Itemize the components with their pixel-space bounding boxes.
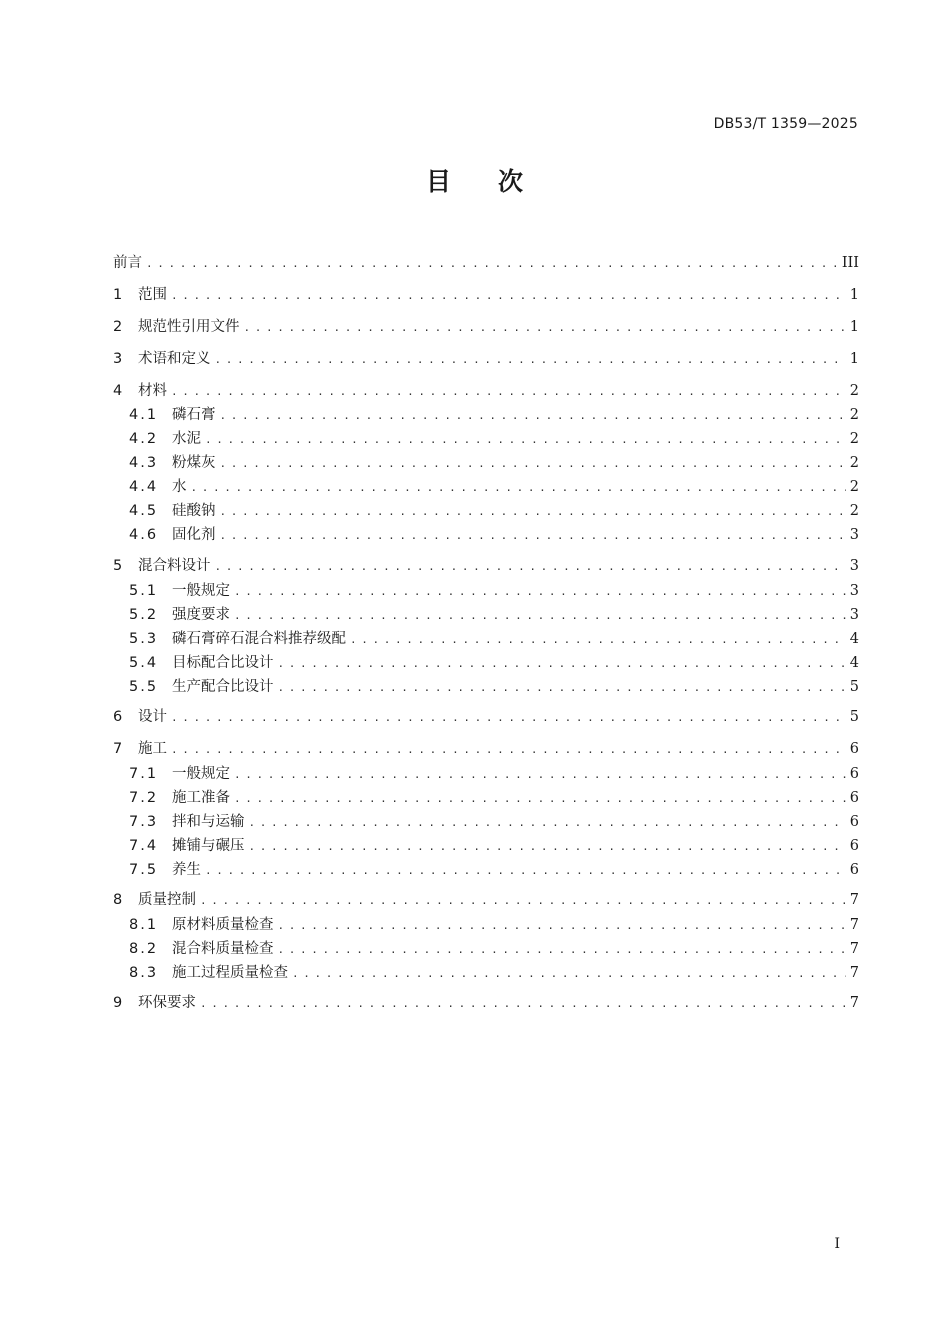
toc-entry-label: 施工准备 — [172, 790, 230, 806]
toc-entry-number: 8.2 — [129, 941, 159, 957]
toc-entry-number: 7.4 — [129, 838, 159, 854]
toc-entry-number: 5 — [113, 558, 125, 574]
toc-entry-page: 4 — [849, 631, 859, 647]
toc-entry-number: 1 — [113, 287, 125, 303]
toc-entry-page: 6 — [849, 766, 859, 782]
toc-entry-page: 1 — [849, 319, 859, 335]
toc-entry[interactable] — [129, 604, 859, 626]
toc-entry-number: 4.4 — [129, 479, 159, 495]
toc-entry[interactable] — [113, 380, 859, 402]
toc-entry[interactable] — [129, 914, 859, 936]
toc-entry-number: 5.1 — [129, 583, 159, 599]
toc-entry-page: 2 — [849, 503, 859, 519]
toc-entry-page: 5 — [849, 709, 859, 725]
toc-entry[interactable] — [113, 992, 859, 1014]
toc-entry-label: 目标配合比设计 — [172, 655, 274, 671]
toc-dot-leader — [205, 860, 846, 882]
toc-entry-number: 7.3 — [129, 814, 159, 830]
toc-dot-leader — [220, 405, 846, 427]
toc-entry-number: 4 — [113, 383, 125, 399]
toc-entry[interactable] — [129, 811, 859, 833]
toc-entry-page: 3 — [849, 527, 859, 543]
toc-entry-page: 2 — [849, 407, 859, 423]
toc-entry-label: 一般规定 — [172, 583, 230, 599]
toc-dot-leader — [278, 677, 846, 699]
toc-entry-page: 6 — [849, 862, 859, 878]
toc-entry-number: 7.1 — [129, 766, 159, 782]
toc-entry[interactable] — [129, 859, 859, 881]
toc-entry-number: 4.5 — [129, 503, 159, 519]
toc-entry-page: 3 — [849, 607, 859, 623]
toc-entry[interactable] — [113, 706, 859, 728]
toc-entry-label: 磷石膏碎石混合料推荐级配 — [172, 631, 346, 647]
toc-entry-page: 6 — [849, 838, 859, 854]
toc-entry-number: 7.2 — [129, 790, 159, 806]
toc-dot-leader — [205, 429, 846, 451]
toc-entry[interactable] — [129, 404, 859, 426]
toc-entry-page: 6 — [849, 814, 859, 830]
toc-entry-label: 摊铺与碾压 — [172, 838, 245, 854]
toc-dot-leader — [200, 890, 846, 912]
toc-entry[interactable] — [129, 763, 859, 785]
toc-dot-leader — [292, 963, 846, 985]
toc-entry-page: 2 — [849, 431, 859, 447]
toc-entry-label: 混合料设计 — [138, 558, 211, 574]
toc-entry[interactable] — [129, 524, 859, 546]
toc-entry-page: 7 — [849, 917, 859, 933]
toc-entry-number: 5.4 — [129, 655, 159, 671]
toc-entry-number: 6 — [113, 709, 125, 725]
toc-dot-leader — [200, 993, 846, 1015]
toc-entry-page: 6 — [849, 741, 859, 757]
toc-entry-number: 2 — [113, 319, 125, 335]
toc-entry-label: 硅酸钠 — [172, 503, 216, 519]
toc-entry-page: 7 — [849, 941, 859, 957]
document-code: DB53/T 1359—2025 — [713, 116, 858, 132]
toc-dot-leader — [249, 836, 846, 858]
toc-entry-label: 粉煤灰 — [172, 455, 216, 471]
toc-entry-label: 原材料质量检查 — [172, 917, 274, 933]
toc-entry-number: 8 — [113, 892, 125, 908]
toc-entry-page: 1 — [849, 351, 859, 367]
toc-entry[interactable] — [129, 652, 859, 674]
toc-entry-page: 7 — [849, 965, 859, 981]
toc-dot-leader — [220, 525, 846, 547]
toc-entry[interactable] — [129, 676, 859, 698]
page-title-char-2: 次 — [498, 167, 525, 196]
toc-entry-number: 8.1 — [129, 917, 159, 933]
toc-dot-leader — [234, 764, 846, 786]
toc-entry-page: 2 — [849, 479, 859, 495]
toc-entry[interactable] — [113, 889, 859, 911]
toc-entry-label: 固化剂 — [172, 527, 216, 543]
toc-entry-page: 3 — [849, 558, 859, 574]
toc-entry-label: 拌和与运输 — [172, 814, 245, 830]
toc-entry-number: 4.3 — [129, 455, 159, 471]
toc-entry-page: 5 — [849, 679, 859, 695]
toc-entry[interactable] — [129, 835, 859, 857]
toc-entry-label: 质量控制 — [138, 892, 196, 908]
toc-entry-number: 5.5 — [129, 679, 159, 695]
toc-entry[interactable] — [113, 348, 859, 370]
toc-entry-label: 设计 — [138, 709, 167, 725]
toc-entry-label: 强度要求 — [172, 607, 230, 623]
toc-dot-leader — [215, 556, 846, 578]
toc-entry[interactable] — [129, 962, 859, 984]
toc-entry-number: 4.1 — [129, 407, 159, 423]
toc-entry-label: 生产配合比设计 — [172, 679, 274, 695]
toc-entry-page: 2 — [849, 455, 859, 471]
toc-dot-leader — [249, 812, 846, 834]
toc-dot-leader — [278, 915, 846, 937]
toc-entry-page: 3 — [849, 583, 859, 599]
toc-entry-page: 7 — [849, 995, 859, 1011]
toc-dot-leader — [350, 629, 846, 651]
toc-entry[interactable] — [113, 252, 859, 274]
toc-entry-page: 1 — [849, 287, 859, 303]
toc-dot-leader — [220, 501, 846, 523]
toc-dot-leader — [234, 605, 846, 627]
toc-dot-leader — [215, 349, 846, 371]
toc-dot-leader — [244, 317, 846, 339]
toc-dot-leader — [278, 939, 846, 961]
toc-entry[interactable] — [129, 787, 859, 809]
toc-entry[interactable] — [129, 938, 859, 960]
toc-entry-page: 2 — [849, 383, 859, 399]
toc-entry-label: 环保要求 — [138, 995, 196, 1011]
toc-entry[interactable] — [129, 452, 859, 474]
toc-entry-page: III — [841, 255, 859, 271]
toc-entry-number: 5.3 — [129, 631, 159, 647]
toc-entry-number: 3 — [113, 351, 125, 367]
toc-entry-page: 6 — [849, 790, 859, 806]
toc-entry-label: 养生 — [172, 862, 201, 878]
toc-dot-leader — [278, 653, 846, 675]
toc-entry[interactable] — [113, 738, 859, 760]
toc-dot-leader — [171, 381, 846, 403]
toc-dot-leader — [234, 581, 846, 603]
toc-entry-label: 水 — [172, 479, 187, 495]
toc-entry[interactable] — [129, 580, 859, 602]
toc-entry-label: 材料 — [138, 383, 167, 399]
toc-entry[interactable] — [113, 316, 859, 338]
toc-entry-page: 4 — [849, 655, 859, 671]
toc-entry-label: 施工过程质量检查 — [172, 965, 288, 981]
toc-dot-leader — [220, 453, 846, 475]
toc-dot-leader — [191, 477, 846, 499]
toc-dot-leader — [234, 788, 846, 810]
toc-entry-label: 前言 — [113, 255, 142, 271]
toc-dot-leader — [171, 707, 846, 729]
page-title-char-1: 目 — [425, 167, 452, 196]
toc-entry[interactable] — [129, 628, 859, 650]
toc-entry-number: 8.3 — [129, 965, 159, 981]
toc-entry-label: 磷石膏 — [172, 407, 216, 423]
toc-entry-page: 7 — [849, 892, 859, 908]
toc-entry-label: 施工 — [138, 741, 167, 757]
toc-entry[interactable] — [129, 500, 859, 522]
toc-entry-label: 水泥 — [172, 431, 201, 447]
toc-entry[interactable] — [129, 476, 859, 498]
page-title — [0, 162, 950, 198]
toc-entry[interactable] — [129, 428, 859, 450]
toc-entry-label: 混合料质量检查 — [172, 941, 274, 957]
toc-dot-leader — [146, 253, 838, 275]
toc-entry-number: 9 — [113, 995, 125, 1011]
toc-entry-number: 5.2 — [129, 607, 159, 623]
toc-dot-leader — [171, 739, 846, 761]
toc-entry-number: 4.2 — [129, 431, 159, 447]
toc-entry-number: 4.6 — [129, 527, 159, 543]
toc-entry[interactable] — [113, 284, 859, 306]
toc-entry-number: 7 — [113, 741, 125, 757]
footer-page-number: I — [834, 1236, 840, 1252]
toc-entry-label: 术语和定义 — [138, 351, 211, 367]
toc-entry[interactable] — [113, 555, 859, 577]
toc-entry-label: 规范性引用文件 — [138, 319, 240, 335]
toc-entry-number: 7.5 — [129, 862, 159, 878]
toc-dot-leader — [171, 285, 846, 307]
toc-entry-label: 范围 — [138, 287, 167, 303]
toc-entry-label: 一般规定 — [172, 766, 230, 782]
